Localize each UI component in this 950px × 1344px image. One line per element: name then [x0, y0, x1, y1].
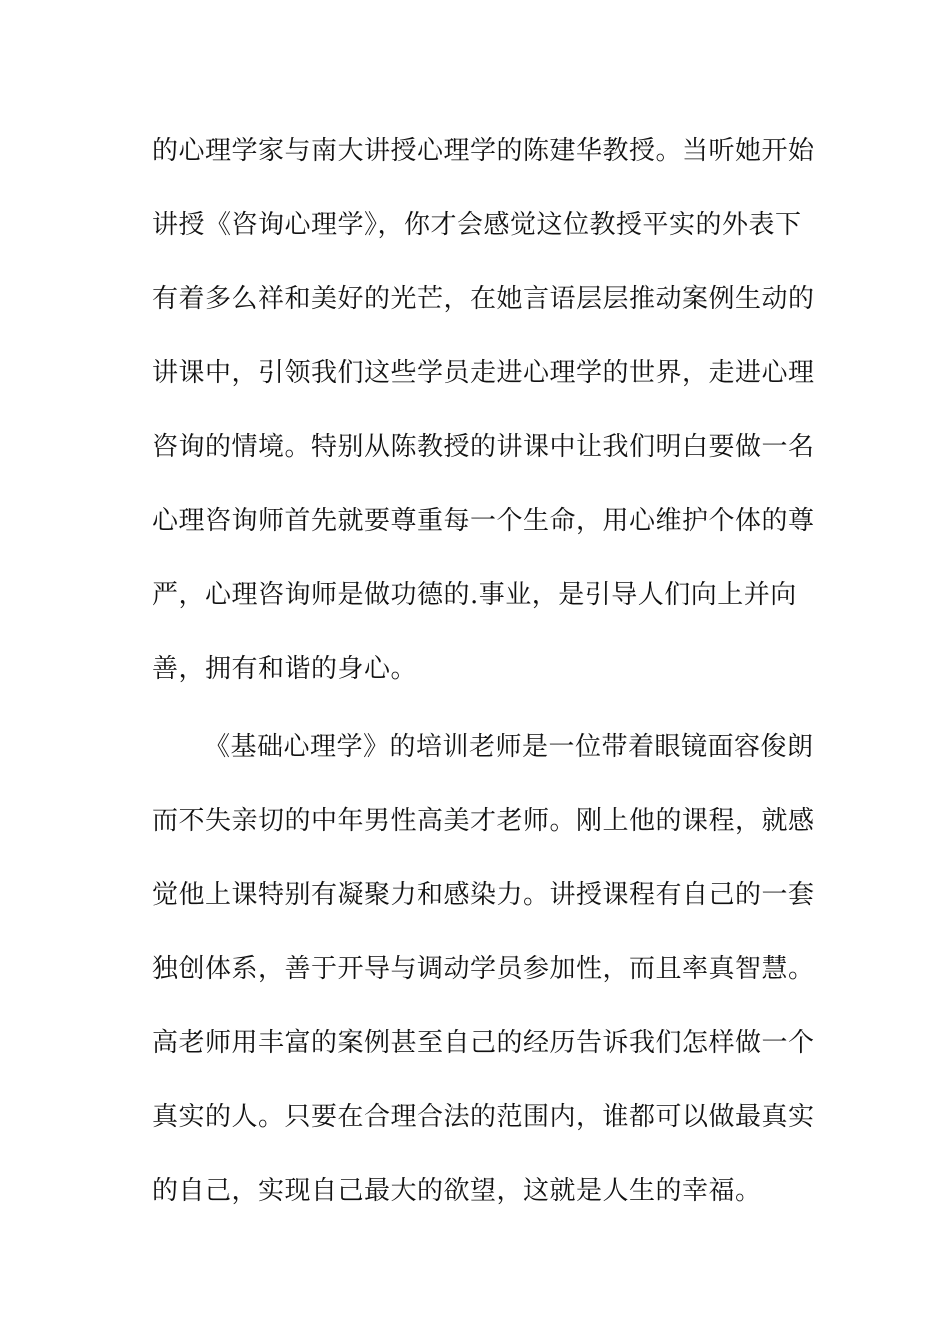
paragraph-1-line-2: 讲授《咨询心理学》，你才会感觉这位教授平实的外表下 [152, 210, 802, 240]
paragraph-2-line-4: 独创体系，善于开导与调动学员参加性，而且率真智慧。 [152, 954, 815, 984]
paragraph-2-line-2: 而不失亲切的中年男性高美才老师。刚上他的课程，就感 [152, 806, 815, 836]
paragraph-1-line-1: 的心理学家与南大讲授心理学的陈建华教授。当听她开始 [152, 136, 815, 166]
paragraph-1-line-7: 严，心理咨询师是做功德的.事业，是引导人们向上并向 [152, 580, 797, 610]
paragraph-1-line-8: 善，拥有和谐的身心。 [152, 654, 418, 684]
paragraph-2-line-5: 高老师用丰富的案例甚至自己的经历告诉我们怎样做一个 [152, 1028, 815, 1058]
paragraph-1-line-3: 有着多么祥和美好的光芒，在她言语层层推动案例生动的 [152, 284, 815, 314]
paragraph-1-line-4: 讲课中，引领我们这些学员走进心理学的世界，走进心理 [152, 358, 815, 388]
paragraph-2-line-7: 的自己，实现自己最大的欲望，这就是人生的幸福。 [152, 1176, 762, 1206]
paragraph-2-line-1: 《基础心理学》的培训老师是一位带着眼镜面容俊朗 [204, 732, 814, 762]
paragraph-1-line-5: 咨询的情境。特别从陈教授的讲课中让我们明白要做一名 [152, 432, 815, 462]
paragraph-2-line-3: 觉他上课特别有凝聚力和感染力。讲授课程有自己的一套 [152, 880, 815, 910]
paragraph-2-line-6: 真实的人。只要在合理合法的范围内，谁都可以做最真实 [152, 1102, 815, 1132]
paragraph-1-line-6: 心理咨询师首先就要尊重每一个生命，用心维护个体的尊 [152, 506, 815, 536]
